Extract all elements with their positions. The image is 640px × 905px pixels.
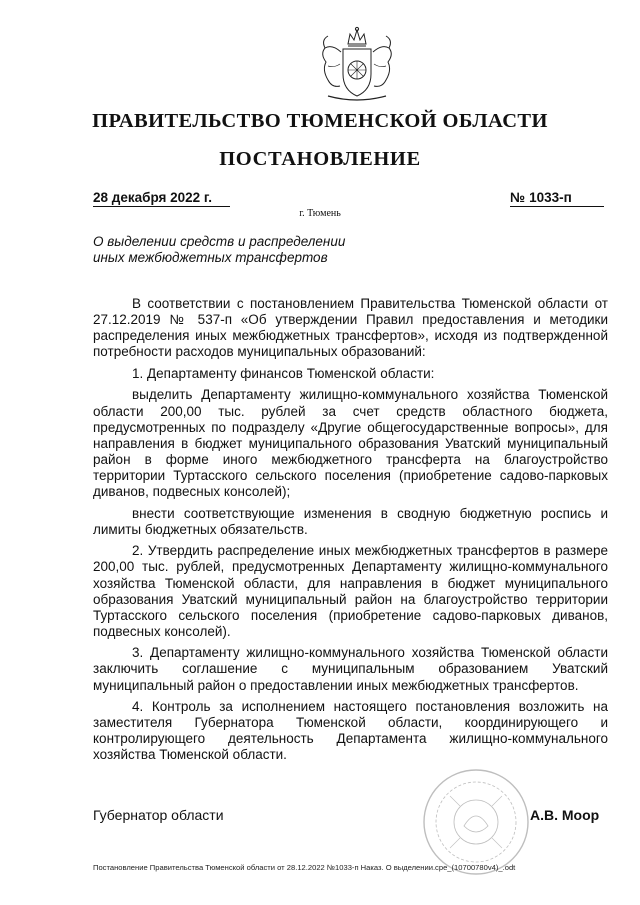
document-type: ПОСТАНОВЛЕНИЕ	[219, 148, 421, 170]
document-date: 28 декабря 2022 г.	[93, 190, 230, 207]
document-number-block	[510, 190, 604, 207]
subject-line: О выделении средств и распределении	[93, 234, 346, 249]
city-label: г. Тюмень	[299, 208, 341, 219]
official-seal-icon	[420, 766, 532, 878]
footer-file-reference: Постановление Правительства Тюменской области от 28.12.2022 №1033-п Наказ. О выделении.сре_(10700780v4)_.odt	[93, 863, 516, 872]
signatory-position: Губернатор области	[93, 807, 224, 823]
body-paragraph: 3. Департаменту жилищно-коммунального хозяйства Тюменской области заключить соглашение с муниципальным образованием Уватский муниципальный район о предоставлении иных межбюджетных трансфертов.	[93, 645, 608, 693]
body-paragraph: 2. Утвердить распределение иных межбюджетных трансфертов в размере 200,00 тыс. рублей, предусмотренных Департаменту жилищно-коммунального хозяйства Тюменской области, для направления в бюджет муниципального образования Уватский муниципальный район на благоустройство территории Туртасского сельского поселения (приобретение садово-парковых диванов, подвесных консолей).	[93, 543, 608, 639]
body-paragraph: внести соответствующие изменения в сводную бюджетную роспись и лимиты бюджетных обязательств.	[93, 505, 608, 537]
number-sign: №	[510, 190, 526, 205]
signatory-name: А.В. Моор	[530, 807, 600, 823]
organization-title: ПРАВИТЕЛЬСТВО ТЮМЕНСКОЙ ОБЛАСТИ	[92, 110, 548, 132]
subject-line: иных межбюджетных трансфертов	[93, 250, 328, 265]
body-paragraph: 1. Департаменту финансов Тюменской области:	[132, 365, 435, 381]
body-paragraph: выделить Департаменту жилищно-коммунального хозяйства Тюменской области 200,00 тыс. рублей за счет средств областного бюджета, предусмотренных по подразделу «Другие общегосударственные вопросы», для направления в бюджет муниципального образования Уватский муниципальный район в форме иного межбюджетного трансферта на благоустройство территории Туртасского сельского поселения (приобретение садово-парковых диванов, подвесных консолей);	[93, 387, 608, 500]
body-paragraph: В соответствии с постановлением Правительства Тюменской области от 27.12.2019 № 537-п «Об утверждении Правил предоставления и методики распределения иных межбюджетных трансфертов», исходя из подтвержденной потребности расходов муниципальных образований:	[93, 296, 608, 360]
document-number: 1033-п	[529, 190, 572, 205]
coat-of-arms-icon	[310, 26, 404, 106]
document-subject	[93, 234, 345, 266]
document-body	[93, 296, 608, 769]
body-paragraph: 4. Контроль за исполнением настоящего постановления возложить на заместителя Губернатора Тюменской области, координирующего и контролирующего деятельность Департамента жилищно-коммунального хозяйства Тюменской области.	[93, 699, 608, 763]
